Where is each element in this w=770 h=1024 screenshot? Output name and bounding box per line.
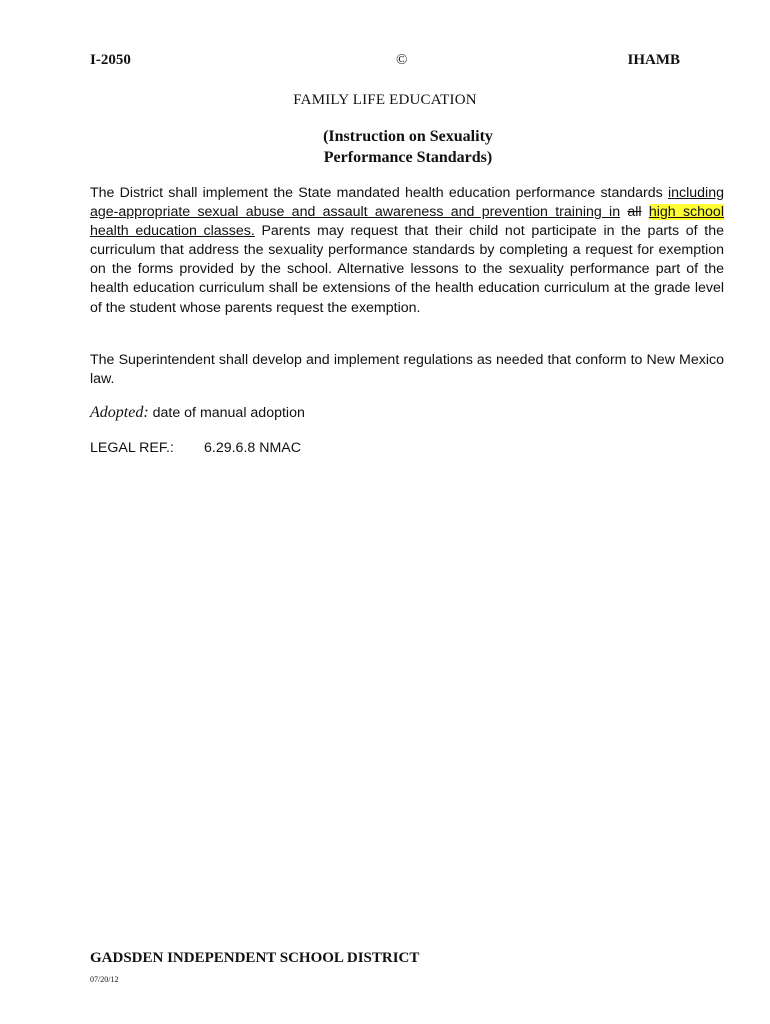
- document-title: FAMILY LIFE EDUCATION: [293, 92, 477, 108]
- policy-paragraph-1: [90, 184, 724, 318]
- subtitle-line-1: (Instruction on Sexuality: [323, 128, 493, 145]
- legal-ref-line: [90, 438, 301, 458]
- policy-paragraph-2: The Superintendent shall develop and implement regulations as needed that conform to New Mexico law.: [90, 352, 724, 388]
- legal-ref-value: 6.29.6.8 NMAC: [204, 440, 301, 456]
- footer-date: 07/20/12: [90, 975, 119, 984]
- paragraph1-struck-word: all: [627, 204, 642, 221]
- header-row: [90, 52, 680, 74]
- paragraph1-underlined: including age-appropriate sexual abuse and assault awareness and prevention training in: [90, 185, 724, 221]
- copyright-symbol: ©: [396, 52, 408, 68]
- footer-district-name: GADSDEN INDEPENDENT SCHOOL DISTRICT: [90, 950, 420, 966]
- document-code: I-2050: [90, 52, 131, 68]
- subtitle-line-2: Performance Standards): [323, 149, 493, 166]
- paragraph1-underlined-2: health education classes.: [90, 223, 255, 240]
- document-subtitle: [0, 126, 770, 168]
- legal-ref-label: LEGAL REF.:: [90, 440, 174, 456]
- adopted-value: date of manual adoption: [152, 405, 305, 421]
- paragraph1-intro: The District shall implement the State mandated health education performance standards: [90, 185, 668, 201]
- adopted-label: Adopted:: [90, 404, 149, 421]
- paragraph1-remainder: Parents may request that their child not participate in the parts of the curriculum that address the sexuality performance standards by completing a request for exemption on the forms provided by the school. Alternative lessons to the sexuality performance part of the health education curriculum shall be extensions of the health education curriculum at the grade level of the student whose parents request the exemption.: [90, 223, 724, 316]
- policy-code: IHAMB: [627, 52, 680, 68]
- paragraph1-highlighted: high school: [648, 204, 724, 221]
- adopted-line: [90, 403, 305, 423]
